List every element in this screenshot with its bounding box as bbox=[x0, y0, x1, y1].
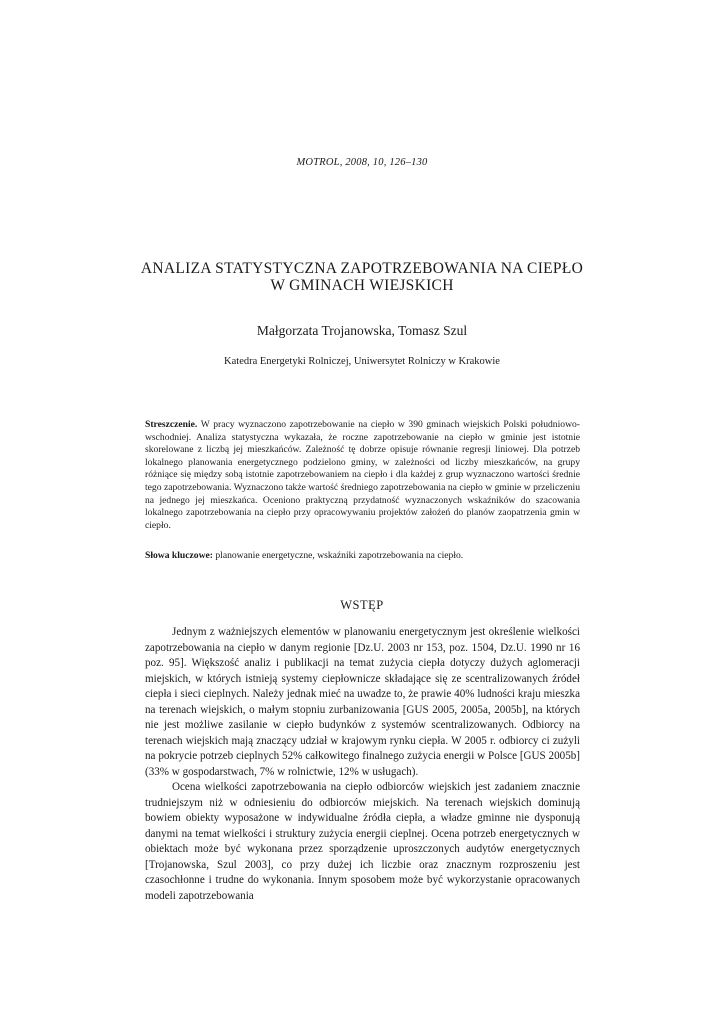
title-line-2: W GMINACH WIEJSKICH bbox=[270, 277, 454, 294]
article-authors: Małgorzata Trojanowska, Tomasz Szul bbox=[256, 323, 468, 338]
abstract-text: W pracy wyznaczono zapotrzebowanie na ciepło w 390 gminach wiejskich Polski południowo-wschodniej. Analiza statystyczna wykazała, że roczne zapotrzebowanie na ciepło w gminie jest istotnie skorelowane z liczbą jej mieszkańców. Zależność tę dobrze opisuje równanie regresji liniowej. Dla potrzeb lokalnego planowania energetycznego podzielono gminy, w zależności od liczby mieszkańców, na grupy różniące się między sobą istotnie zapotrzebowaniem na ciepło i dla każdej z grup wyznaczono wartości średnie tego zapotrzebowania. Wyznaczono także wartość średniego zapotrzebowania na ciepło w gminie w przeliczeniu na jednego jej mieszkańca. Oceniono praktyczną przydatność wyznaczonych wskaźników do szacowania lokalnego zapotrzebowania na ciepło przy opracowywaniu projektów założeń do planów zaopatrzenia gmin w ciepło. bbox=[145, 419, 580, 531]
section-body bbox=[145, 625, 580, 904]
abstract-label: Streszczenie. bbox=[145, 419, 198, 430]
keywords bbox=[145, 550, 580, 563]
keywords-text: planowanie energetyczne, wskaźniki zapotrzebowania na ciepło. bbox=[215, 550, 464, 561]
title-line-1: ANALIZA STATYSTYCZNA ZAPOTRZEBOWANIA NA CIEPŁO bbox=[140, 260, 584, 277]
article-title bbox=[100, 260, 624, 294]
section-heading: WSTĘP bbox=[340, 598, 384, 612]
abstract bbox=[145, 419, 580, 532]
keywords-label: Słowa kluczowe: bbox=[145, 550, 213, 561]
journal-reference: MOTROL, 2008, 10, 126–130 bbox=[296, 157, 428, 168]
body-paragraph: Ocena wielkości zapotrzebowania na ciepło odbiorców wiejskich jest zadaniem znacznie trudniejszym niż w odniesieniu do odbiorców miejskich. Na terenach wiejskich dominują bowiem obiekty wyposażone w indywidualne źródła ciepła, a władze gminne nie dysponują danymi na temat wielkości i struktury zużycia energii cieplnej. Ocena potrzeb energetycznych w obiektach może być wykonana przez sporządzenie uproszczonych audytów energetycznych [Trojanowska, Szul 2003], co przy dużej ich liczbie oraz znacznym rozproszeniu jest czasochłonne i trudne do wykonania. Innym sposobem może być wykorzystanie opracowanych modeli zapotrzebowania bbox=[145, 781, 580, 902]
body-paragraph: Jednym z ważniejszych elementów w planowaniu energetycznym jest określenie wielkości zapotrzebowania na ciepło w danym regionie [Dz.U. 2003 nr 153, poz. 1504, Dz.U. 1990 nr 16 poz. 95]. Większość analiz i publikacji na temat zużycia ciepła dotyczy dużych aglomeracji miejskich, w których istnieją systemy ciepłownicze składające się ze scentralizowanych źródeł ciepła i sieci cieplnych. Należy jednak mieć na uwadze to, że prawie 40% ludności kraju mieszka na terenach wiejskich, o małym stopniu zurbanizowania [GUS 2005, 2005a, 2005b], na których nie jest możliwe zasilanie w ciepło budynków z systemów scentralizowanych. Odbiorcy na terenach wiejskich mają znaczący udział w krajowym rynku ciepła. W 2005 r. odbiorcy ci zużyli na pokrycie potrzeb cieplnych 52% całkowitego finalnego zużycia energii w Polsce [GUS 2005b] (33% w gospodarstwach, 7% w rolnictwie, 12% w usługach). bbox=[145, 626, 580, 778]
author-affiliation: Katedra Energetyki Rolniczej, Uniwersytet Rolniczy w Krakowie bbox=[224, 356, 500, 367]
